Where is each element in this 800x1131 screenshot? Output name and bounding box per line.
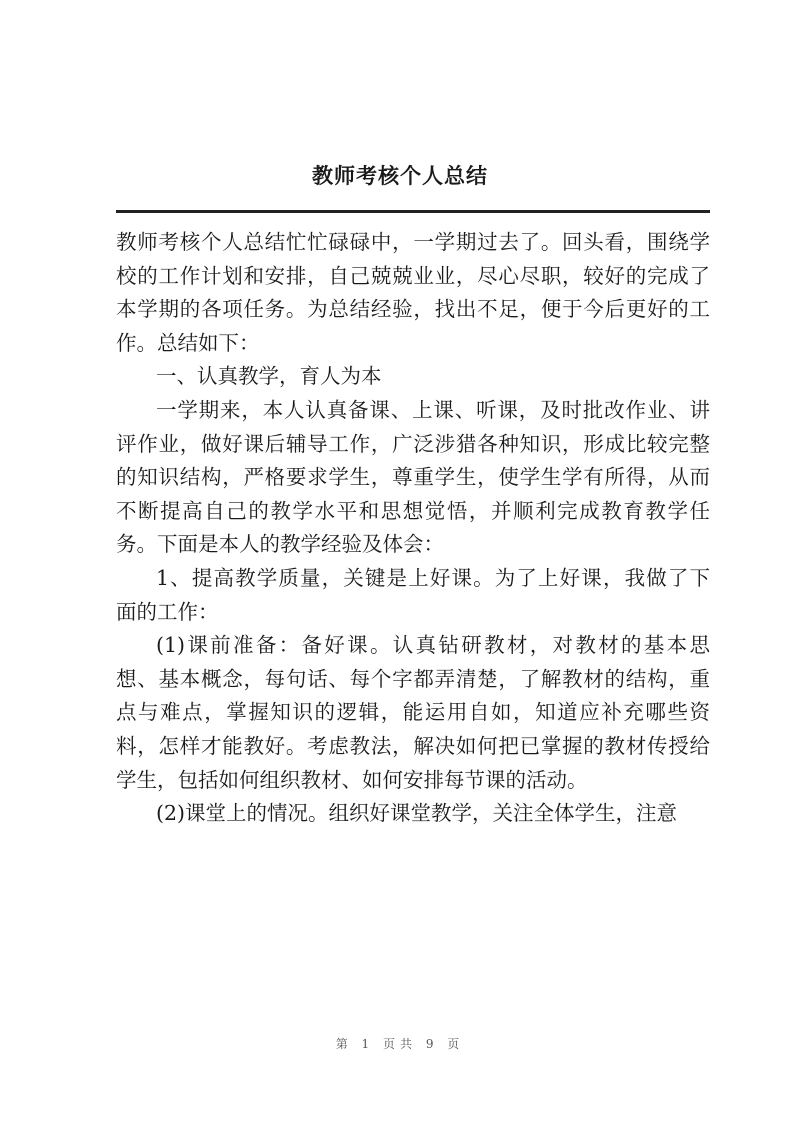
text-line: (1)课前准备：备好课。认真钻研教材，对教材的基本思 [156,633,710,658]
text-line: 作。总结如下： [116,330,260,355]
text-line: 想、基本概念，每句话、每个字都弄清楚，了解教材的结构，重 [116,666,710,691]
text-line: 学生，包括如何组织教材、如何安排每节课的活动。 [116,767,588,792]
text-line: 校的工作计划和安排，自己兢兢业业，尽心尽职，较好的完成了 [116,263,710,288]
paragraph [116,360,710,394]
text-line: 1、提高教学质量，关键是上好课。为了上好课，我做了下 [156,565,710,590]
paragraph [116,562,710,629]
document-title: 教师考核个人总结 [312,163,488,188]
text-line: 点与难点，掌握知识的逻辑，能运用自如，知道应补充哪些资 [116,700,710,725]
text-line: 料，怎样才能教好。考虑教法，解决如何把已掌握的教材传授给 [116,733,710,758]
text-line: 教师考核个人总结忙忙碌碌中，一学期过去了。回头看，围绕学 [116,230,710,254]
text-line: 一、认真教学，育人为本 [156,364,382,389]
text-line: 的知识结构，严格要求学生，尊重学生，使学生学有所得，从而 [116,465,710,490]
paragraph [116,797,710,831]
text-line: (2)课堂上的情况。组织好课堂教学，关注全体学生，注意 [156,801,678,826]
text-line: 一学期来，本人认真备课、上课、听课，及时批改作业、讲 [156,397,710,422]
paragraph [116,394,710,562]
document-body [116,226,710,831]
text-line: 面的工作： [116,599,219,624]
text-line: 不断提高自己的教学水平和思想觉悟，并顺利完成教育教学任 [116,498,710,523]
text-line: 评作业，做好课后辅导工作，广泛涉猎各种知识，形成比较完整 [116,431,710,456]
title-divider [116,210,710,213]
page-footer: 第 1 页共 9 页 [335,1037,465,1051]
paragraph [116,226,710,360]
paragraph [116,629,710,797]
text-line: 务。下面是本人的教学经验及体会： [116,532,444,557]
text-line: 本学期的各项任务。为总结经验，找出不足，便于今后更好的工 [116,297,710,322]
